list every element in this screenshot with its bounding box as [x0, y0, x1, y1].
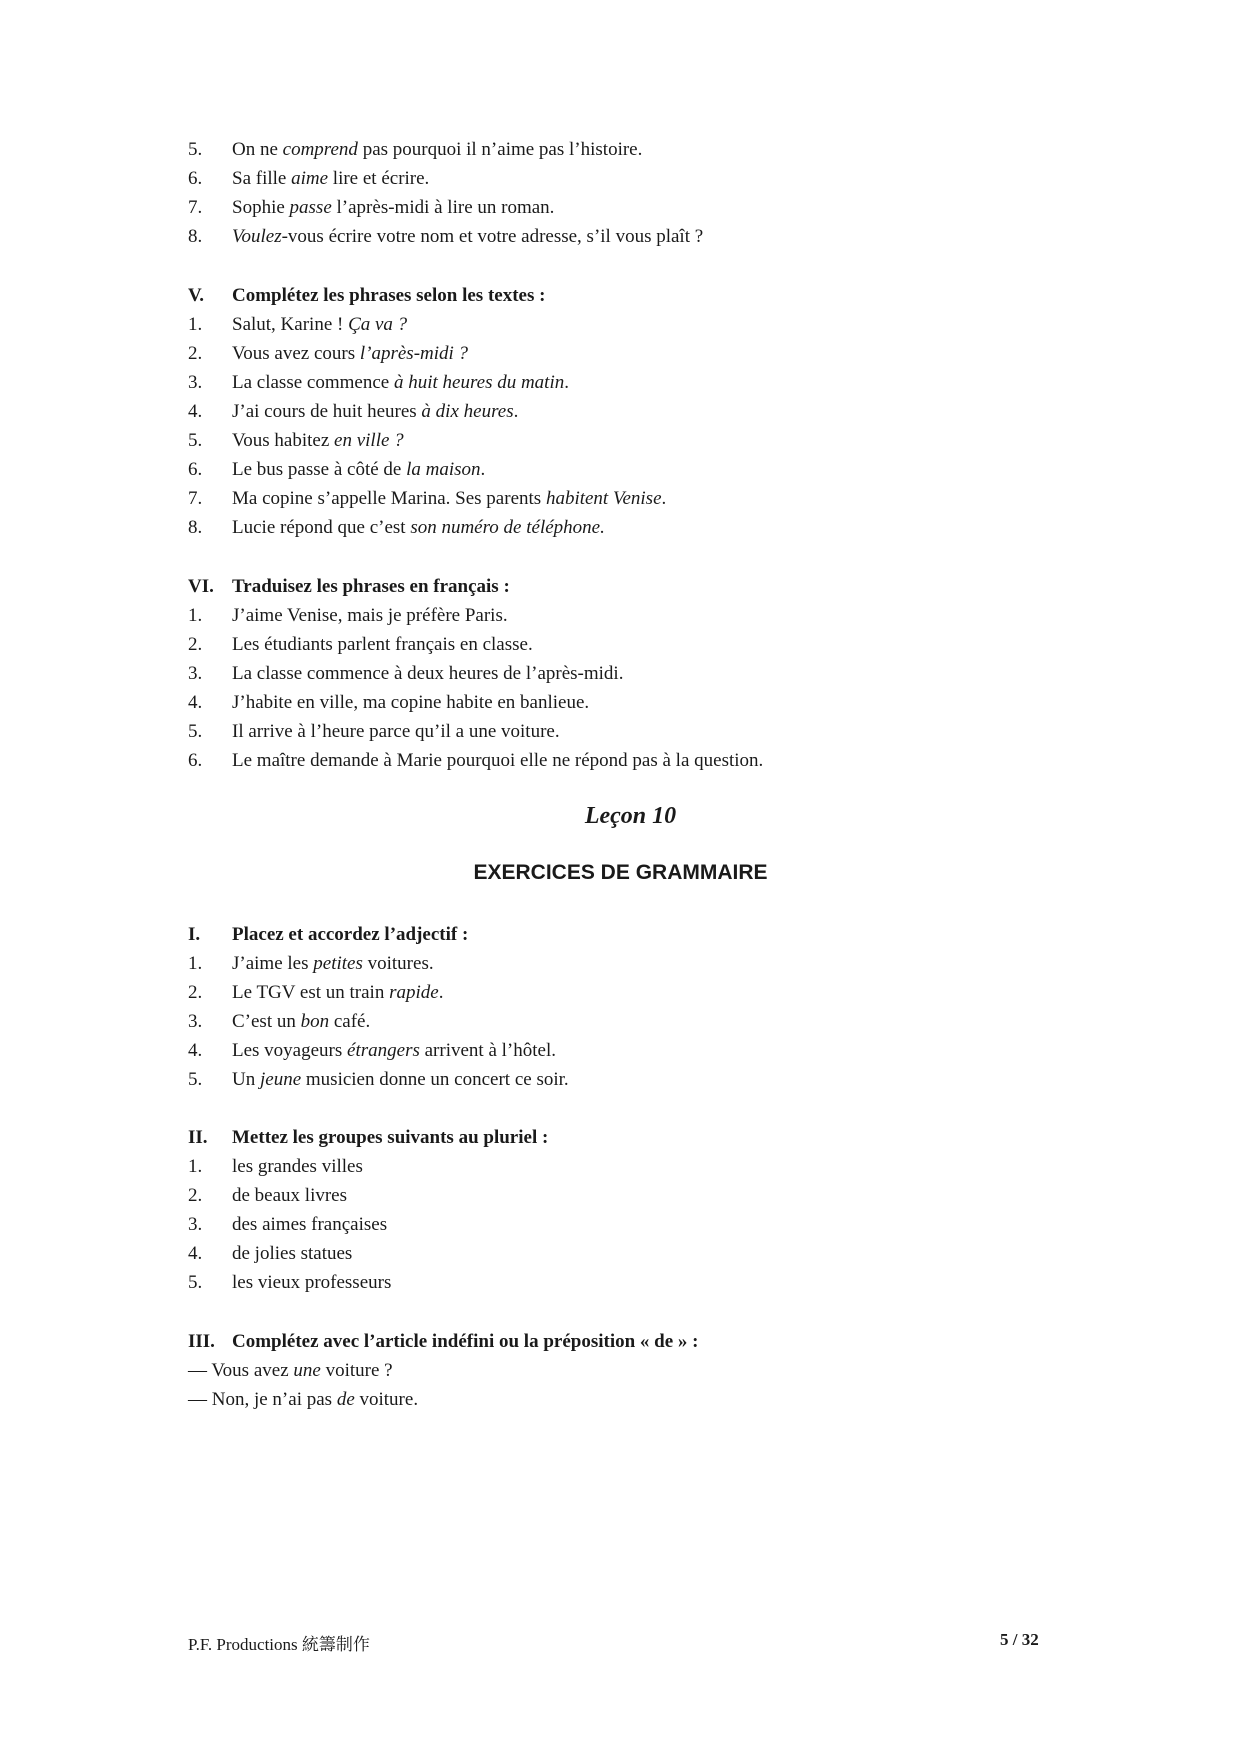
list-item: 2. Les étudiants parlent français en classe. — [188, 634, 533, 655]
list-item: 3. des aimes françaises — [188, 1214, 388, 1235]
exercises-title: EXERCICES DE GRAMMAIRE — [473, 861, 768, 884]
list-item: 5. Un jeune musicien donne un concert ce soir. — [188, 1069, 569, 1090]
list-item: 5. Il arrive à l’heure parce qu’il a une voiture. — [188, 721, 560, 742]
dialogue-line: — Vous avez une voiture ? — [188, 1360, 393, 1381]
list-item: 5. Vous habitez en ville ? — [188, 430, 404, 451]
section-heading-ii: II. Mettez les groupes suivants au pluriel : — [188, 1127, 549, 1148]
list-item: 2. Le TGV est un train rapide. — [188, 982, 444, 1003]
list-item: 4. J’ai cours de huit heures à dix heures. — [188, 401, 519, 422]
list-item: 6. Le maître demande à Marie pourquoi elle ne répond pas à la question. — [188, 750, 764, 771]
list-item: 7. Sophie passe l’après-midi à lire un roman. — [188, 197, 555, 218]
list-item: 8. Voulez-vous écrire votre nom et votre adresse, s’il vous plaît ? — [188, 226, 704, 247]
page-number: 5 / 32 — [1000, 1630, 1039, 1649]
list-item: 3. C’est un bon café. — [188, 1011, 371, 1032]
list-item: 5. les vieux professeurs — [188, 1272, 392, 1293]
list-item: 2. de beaux livres — [188, 1185, 348, 1206]
list-item: 4. de jolies statues — [188, 1243, 353, 1264]
list-item: 5. On ne comprend pas pourquoi il n’aime pas l’histoire. — [188, 139, 643, 160]
list-item: 3. La classe commence à huit heures du matin. — [188, 372, 569, 393]
section-heading-i: I. Placez et accordez l’adjectif : — [188, 924, 469, 945]
section-heading-vi: VI. Traduisez les phrases en français : — [188, 576, 510, 597]
list-item: 4. Les voyageurs étrangers arrivent à l’hôtel. — [188, 1040, 556, 1061]
list-item: 3. La classe commence à deux heures de l’après-midi. — [188, 663, 624, 684]
list-item: 2. Vous avez cours l’après-midi ? — [188, 343, 469, 364]
dialogue-line: — Non, je n’ai pas de voiture. — [188, 1389, 419, 1410]
section-heading-iii: III. Complétez avec l’article indéfini ou la préposition « de » : — [188, 1331, 699, 1352]
list-item: 1. les grandes villes — [188, 1156, 363, 1177]
list-item: 8. Lucie répond que c’est son numéro de téléphone. — [188, 517, 605, 538]
list-item: 1. J’aime Venise, mais je préfère Paris. — [188, 605, 508, 626]
list-item: 6. Sa fille aime lire et écrire. — [188, 168, 430, 189]
list-item: 7. Ma copine s’appelle Marina. Ses parents habitent Venise. — [188, 488, 667, 509]
list-item: 4. J’habite en ville, ma copine habite en banlieue. — [188, 692, 590, 713]
section-heading-v: V. Complétez les phrases selon les textes : — [188, 285, 546, 306]
lesson-title: Leçon 10 — [584, 803, 677, 829]
footer-credit: P.F. Productions 統籌制作 — [188, 1635, 370, 1654]
list-item: 6. Le bus passe à côté de la maison. — [188, 459, 486, 480]
list-item: 1. Salut, Karine ! Ça va ? — [188, 314, 408, 335]
list-item: 1. J’aime les petites voitures. — [188, 953, 434, 974]
